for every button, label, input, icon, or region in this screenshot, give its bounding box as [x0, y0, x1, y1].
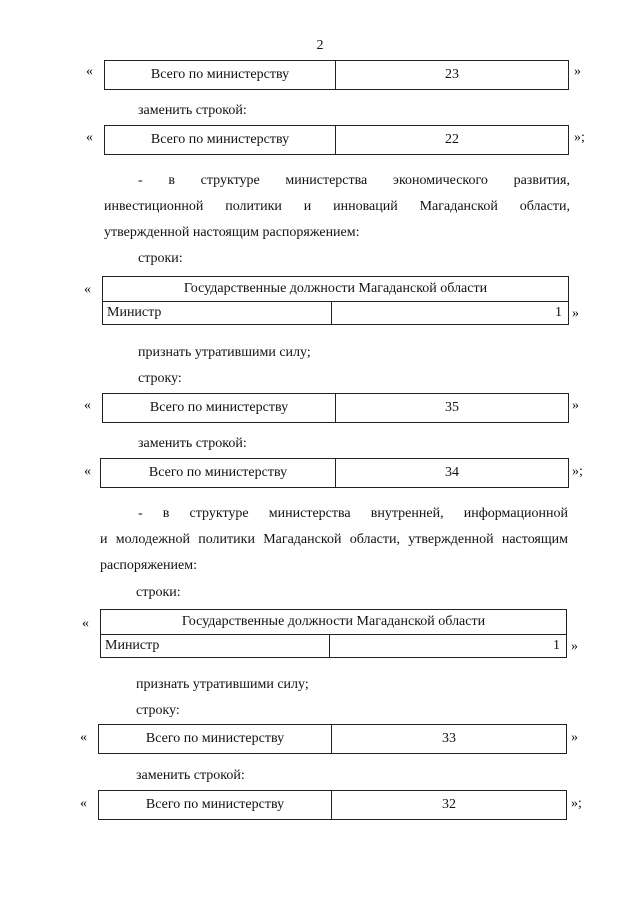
- total-value: 35: [445, 400, 459, 415]
- close-quote: »: [572, 398, 579, 413]
- close-quote: »: [571, 730, 578, 745]
- rows-text: строки:: [136, 585, 181, 600]
- paragraph-line: и молодежной политики Магаданской области, утвержденной настоящим: [100, 532, 568, 547]
- row-text: строку:: [136, 703, 180, 718]
- total-table-old: [104, 60, 569, 90]
- total-label: Всего по министерству: [101, 459, 336, 487]
- open-quote: «: [80, 796, 87, 811]
- paragraph-line: инвестиционной политики и инноваций Магаданской области,: [104, 199, 570, 214]
- total-value: 22: [445, 132, 459, 147]
- positions-table: [100, 609, 567, 658]
- total-value: 32: [442, 797, 456, 812]
- open-quote: «: [86, 130, 93, 145]
- open-quote: «: [84, 282, 91, 297]
- position-value: 1: [555, 305, 562, 320]
- close-quote: »: [572, 306, 579, 321]
- paragraph-line: - в структуре министерства экономического развития,: [138, 173, 570, 188]
- invalid-text: признать утратившими силу;: [138, 345, 311, 360]
- open-quote: «: [84, 398, 91, 413]
- position-label: Министр: [101, 635, 330, 657]
- page-number: 2: [316, 38, 324, 53]
- open-quote: «: [84, 464, 91, 479]
- paragraph-line: распоряжением:: [100, 558, 198, 573]
- positions-table: [102, 276, 569, 325]
- total-label: Всего по министерству: [99, 791, 332, 819]
- row-text: строку:: [138, 371, 182, 386]
- positions-header: Государственные должности Магаданской области: [103, 277, 568, 302]
- total-table-new: [98, 790, 567, 820]
- close-quote: »;: [571, 796, 582, 811]
- total-label: Всего по министерству: [105, 126, 336, 154]
- table-row: [101, 635, 566, 657]
- close-quote: »: [574, 64, 581, 79]
- paragraph-line: - в структуре министерства внутренней, информационной: [138, 506, 568, 521]
- total-value: 33: [442, 731, 456, 746]
- total-value: 23: [445, 67, 459, 82]
- rows-text: строки:: [138, 251, 183, 266]
- total-value: 34: [445, 465, 459, 480]
- total-label: Всего по министерству: [99, 725, 332, 753]
- total-label: Всего по министерству: [105, 61, 336, 89]
- replace-text: заменить строкой:: [138, 103, 247, 118]
- open-quote: «: [86, 64, 93, 79]
- open-quote: «: [82, 616, 89, 631]
- paragraph-line: утвержденной настоящим распоряжением:: [104, 225, 360, 240]
- total-table-new: [100, 458, 569, 488]
- replace-text: заменить строкой:: [136, 768, 245, 783]
- total-table-old: [98, 724, 567, 754]
- positions-header: Государственные должности Магаданской области: [101, 610, 566, 635]
- close-quote: »;: [572, 464, 583, 479]
- position-label: Министр: [103, 302, 332, 324]
- table-row: [103, 302, 568, 324]
- open-quote: «: [80, 730, 87, 745]
- total-table-old: [102, 393, 569, 423]
- total-table-new: [104, 125, 569, 155]
- position-value: 1: [553, 638, 560, 653]
- invalid-text: признать утратившими силу;: [136, 677, 309, 692]
- close-quote: »: [571, 639, 578, 654]
- replace-text: заменить строкой:: [138, 436, 247, 451]
- total-label: Всего по министерству: [103, 394, 336, 422]
- close-quote: »;: [574, 130, 585, 145]
